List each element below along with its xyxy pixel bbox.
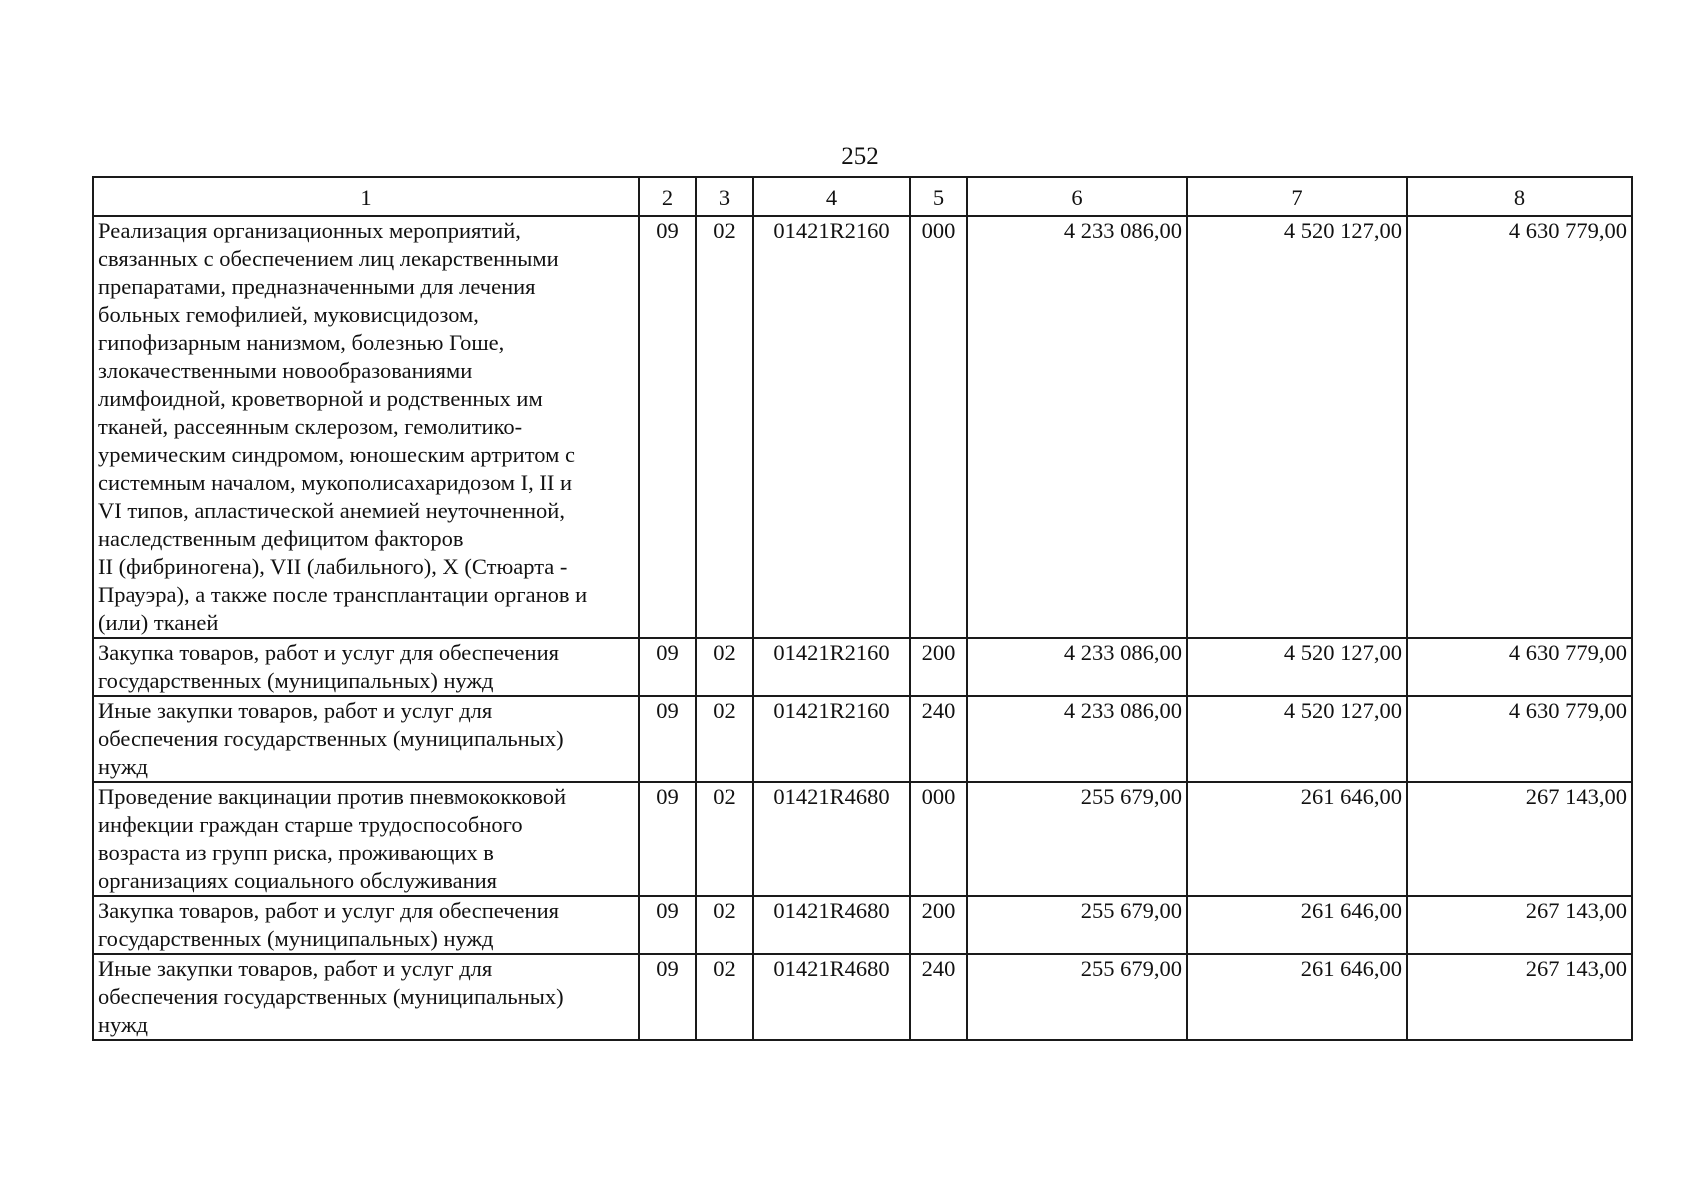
expense-type-cell: 200 [910,638,967,696]
amount-year2-cell: 4 520 127,00 [1187,696,1407,782]
description-line: уремическим синдромом, юношеским артритом с [98,442,575,467]
row-description [93,638,639,696]
description-line: Закупка товаров, работ и услуг для обеспечения [98,898,559,923]
description-line: инфекции граждан старше трудоспособного [98,812,523,837]
description-line: Иные закупки товаров, работ и услуг для [98,956,493,981]
target-article-cell: 01421R2160 [753,216,910,638]
section-code-cell: 09 [639,896,696,954]
table-row [93,954,1632,1040]
description-line: связанных с обеспечением лиц лекарственными [98,246,559,271]
description-line: Прауэра), а также после трансплантации органов и [98,582,588,607]
amount-year3-cell: 4 630 779,00 [1407,638,1632,696]
subsection-code-cell: 02 [696,216,753,638]
amount-year2-cell: 4 520 127,00 [1187,638,1407,696]
description-line: больных гемофилией, муковисцидозом, [98,302,479,327]
header-row [93,177,1632,216]
target-article-cell: 01421R4680 [753,782,910,896]
section-code-cell: 09 [639,782,696,896]
expense-type-cell: 240 [910,696,967,782]
amount-year1-cell: 255 679,00 [967,954,1187,1040]
row-description [93,782,639,896]
description-line: лимфоидной, кроветворной и родственных им [98,386,543,411]
description-line: Иные закупки товаров, работ и услуг для [98,698,493,723]
description-line: злокачественными новообразованиями [98,358,473,383]
subsection-code-cell: 02 [696,696,753,782]
amount-year2-cell: 4 520 127,00 [1187,216,1407,638]
amount-year3-cell: 267 143,00 [1407,896,1632,954]
subsection-code-cell: 02 [696,954,753,1040]
description-line: препаратами, предназначенными для лечения [98,274,536,299]
description-line: Закупка товаров, работ и услуг для обеспечения [98,640,559,665]
page-number: 252 [841,143,879,170]
description-line: гипофизарным нанизмом, болезнью Гоше, [98,330,505,355]
row-description [93,216,639,638]
description-line: государственных (муниципальных) нужд [98,668,494,693]
description-line: системным началом, мукополисахаридозом I, II и [98,470,573,495]
amount-year1-cell: 4 233 086,00 [967,216,1187,638]
amount-year1-cell: 255 679,00 [967,896,1187,954]
row-description [93,696,639,782]
row-description [93,954,639,1040]
target-article-cell: 01421R2160 [753,696,910,782]
description-line: VI типов, апластической анемией неуточненной, [98,498,565,523]
header-cell-2: 2 [639,177,696,216]
description-line: обеспечения государственных (муниципальных) [98,726,564,751]
table-row [93,638,1632,696]
section-code-cell: 09 [639,696,696,782]
target-article-cell: 01421R4680 [753,896,910,954]
section-code-cell: 09 [639,638,696,696]
subsection-code-cell: 02 [696,896,753,954]
header-cell-5: 5 [910,177,967,216]
expense-type-cell: 240 [910,954,967,1040]
description-line: нужд [98,754,148,779]
amount-year1-cell: 4 233 086,00 [967,638,1187,696]
description-line: государственных (муниципальных) нужд [98,926,494,951]
amount-year2-cell: 261 646,00 [1187,782,1407,896]
description-line: II (фибриногена), VII (лабильного), X (Стюарта - [98,554,568,579]
description-line: Проведение вакцинации против пневмококковой [98,784,567,809]
header-cell-8: 8 [1407,177,1632,216]
amount-year1-cell: 255 679,00 [967,782,1187,896]
description-line: обеспечения государственных (муниципальных) [98,984,564,1009]
description-line: (или) тканей [98,610,219,635]
amount-year1-cell: 4 233 086,00 [967,696,1187,782]
description-line: наследственным дефицитом факторов [98,526,464,551]
amount-year3-cell: 267 143,00 [1407,954,1632,1040]
header-cell-7: 7 [1187,177,1407,216]
table-row [93,696,1632,782]
amount-year2-cell: 261 646,00 [1187,954,1407,1040]
expense-type-cell: 000 [910,216,967,638]
expense-type-cell: 000 [910,782,967,896]
table-row [93,216,1632,638]
description-line: тканей, рассеянным склерозом, гемолитико- [98,414,523,439]
section-code-cell: 09 [639,216,696,638]
subsection-code-cell: 02 [696,782,753,896]
description-line: возраста из групп риска, проживающих в [98,840,494,865]
header-cell-1: 1 [93,177,639,216]
table-body [93,216,1632,1040]
amount-year3-cell: 267 143,00 [1407,782,1632,896]
description-line: нужд [98,1012,148,1037]
description-line: организациях социального обслуживания [98,868,498,893]
expense-type-cell: 200 [910,896,967,954]
section-code-cell: 09 [639,954,696,1040]
header-cell-3: 3 [696,177,753,216]
description-line: Реализация организационных мероприятий, [98,218,521,243]
amount-year3-cell: 4 630 779,00 [1407,696,1632,782]
header-cell-4: 4 [753,177,910,216]
table-row [93,782,1632,896]
row-description [93,896,639,954]
amount-year3-cell: 4 630 779,00 [1407,216,1632,638]
subsection-code-cell: 02 [696,638,753,696]
target-article-cell: 01421R4680 [753,954,910,1040]
header-cell-6: 6 [967,177,1187,216]
target-article-cell: 01421R2160 [753,638,910,696]
table-row [93,896,1632,954]
amount-year2-cell: 261 646,00 [1187,896,1407,954]
budget-table [92,176,1633,1041]
